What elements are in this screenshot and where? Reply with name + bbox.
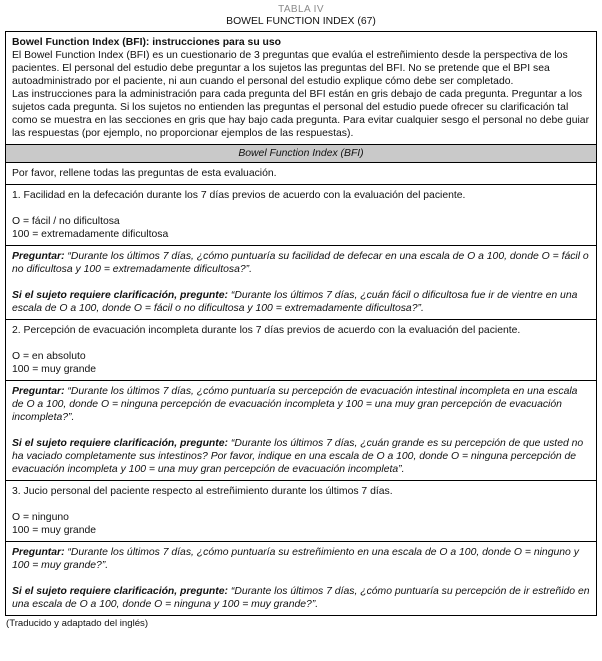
bfi-instructions-row [6,32,596,144]
table-title: BOWEL FUNCTION INDEX (67) [226,16,376,27]
fill-instruction-row [6,162,596,184]
question-3-clarify-label: Si el sujeto requiere clarificación, pregunte: [12,586,228,597]
question-1-clarify-label: Si el sujeto requiere clarificación, pregunte: [12,290,228,301]
question-2-scale-max: 100 = muy grande [12,364,97,375]
table-footnote: (Traducido y adaptado del inglés) [6,618,149,629]
question-3-ask-label: Preguntar: [12,547,65,558]
spacer [12,498,590,511]
bfi-instructions-heading: Bowel Function Index (BFI): instrucciones para su uso [12,37,282,48]
question-2-scale-min: O = en absoluto [12,351,86,362]
question-2-script-row [6,380,596,480]
spacer [12,572,590,585]
question-1-ask [12,250,590,276]
bfi-banner-title: Bowel Function Index (BFI) [238,148,364,159]
question-2-clarify-text: “Durante los últimos 7 días, ¿cuán grande es su percepción de que usted no ha vaciado completamente sus intestinos? Por favor, indique en una escala de O a 100, donde O = ninguna percepción de evacuación incompleta y 100 = una muy gran percepción de evacuación incompleta”. [12,438,584,475]
question-2-ask-text: “Durante los últimos 7 días, ¿cómo puntuaría su percepción de evacuación intestinal incompleta en una escala de O a 100, donde O = ninguna percepción de evacuación incompleta y 100 = una muy gran percepción de evacuación incompleta?”. [12,386,578,423]
question-2-clarify-label: Si el sujeto requiere clarificación, pregunte: [12,438,228,449]
question-1-row [6,184,596,245]
question-1-ask-label: Preguntar: [12,251,65,262]
question-3-clarify [12,585,590,611]
question-2-ask-label: Preguntar: [12,386,65,397]
bfi-banner-row [6,144,596,162]
spacer [12,276,590,289]
spacer [12,424,590,437]
bfi-instructions-paragraph-2: Las instrucciones para la administración para cada pregunta del BFI están en gris debajo de cada pregunta. Preguntar a los sujetos cada pregunta. Si los sujetos no entienden las preguntas el personal del estudio puede ofrecer su clarificación tal como se muestra en las secciones en gris que hay bajo cada pregunta. Para evitar cualquier sesgo el personal no debe guiar las respuestas (por ejemplo, no proporcionar ejemplos de las respuestas). [12,89,590,139]
question-1-clarify [12,289,590,315]
question-1-script-row [6,245,596,319]
spacer [12,337,590,350]
question-1-clarify-text: “Durante los últimos 7 días, ¿cuán fácil o dificultosa fue ir de vientre en una escala de O a 100, donde O = fácil o no dificultosa y 100 = extremadamente dificultosa?”. [12,290,578,314]
question-3-ask-text: “Durante los últimos 7 días, ¿cómo puntuaría su estreñimiento en una escala de O a 100, donde O = ninguno y 100 = muy grande?”. [12,547,579,571]
question-3-clarify-text: “Durante los últimos 7 días, ¿cómo puntuaría su percepción de ir estreñido en una escala de O a 100, donde O = ninguna y 100 = muy grande?”. [12,586,590,610]
question-3-text: 3. Jucio personal del paciente respecto al estreñimiento durante los últimos 7 días. [12,486,393,497]
question-2-text: 2. Percepción de evacuación incompleta durante los 7 días previos de acuerdo con la evaluación del paciente. [12,325,521,336]
spacer [12,202,590,215]
question-1-scale-min: O = fácil / no dificultosa [12,216,120,227]
question-3-ask [12,546,590,572]
question-2-ask [12,385,590,424]
bfi-instructions-paragraph-1: El Bowel Function Index (BFI) es un cuestionario de 3 preguntas que evalúa el estreñimiento desde la perspectiva de los pacientes. El personal del estudio debe preguntar a los sujetos las preguntas del BFI. No se pretende que el BPI sea autoadministrado por el paciente, ni aun cuando el personal del estudio explique cómo debe ser completado. [12,50,568,87]
table-label: TABLA IV [278,4,324,15]
question-3-row [6,480,596,541]
question-3-scale-min: O = ninguno [12,512,69,523]
bfi-table [5,31,597,616]
fill-instruction-text: Por favor, rellene todas las preguntas de esta evaluación. [12,168,277,179]
table-caption [5,4,597,28]
question-1-scale-max: 100 = extremadamente dificultosa [12,229,169,240]
question-1-text: 1. Facilidad en la defecación durante los 7 días previos de acuerdo con la evaluación del paciente. [12,190,466,201]
question-3-script-row [6,541,596,615]
question-3-scale-max: 100 = muy grande [12,525,97,536]
question-2-row [6,319,596,380]
question-2-clarify [12,437,590,476]
question-1-ask-text: “Durante los últimos 7 días, ¿cómo puntuaría su facilidad de defecar en una escala de O a 100, donde O = fácil o no dificultosa y 100 = extremadamente dificultosa?”. [12,251,589,275]
